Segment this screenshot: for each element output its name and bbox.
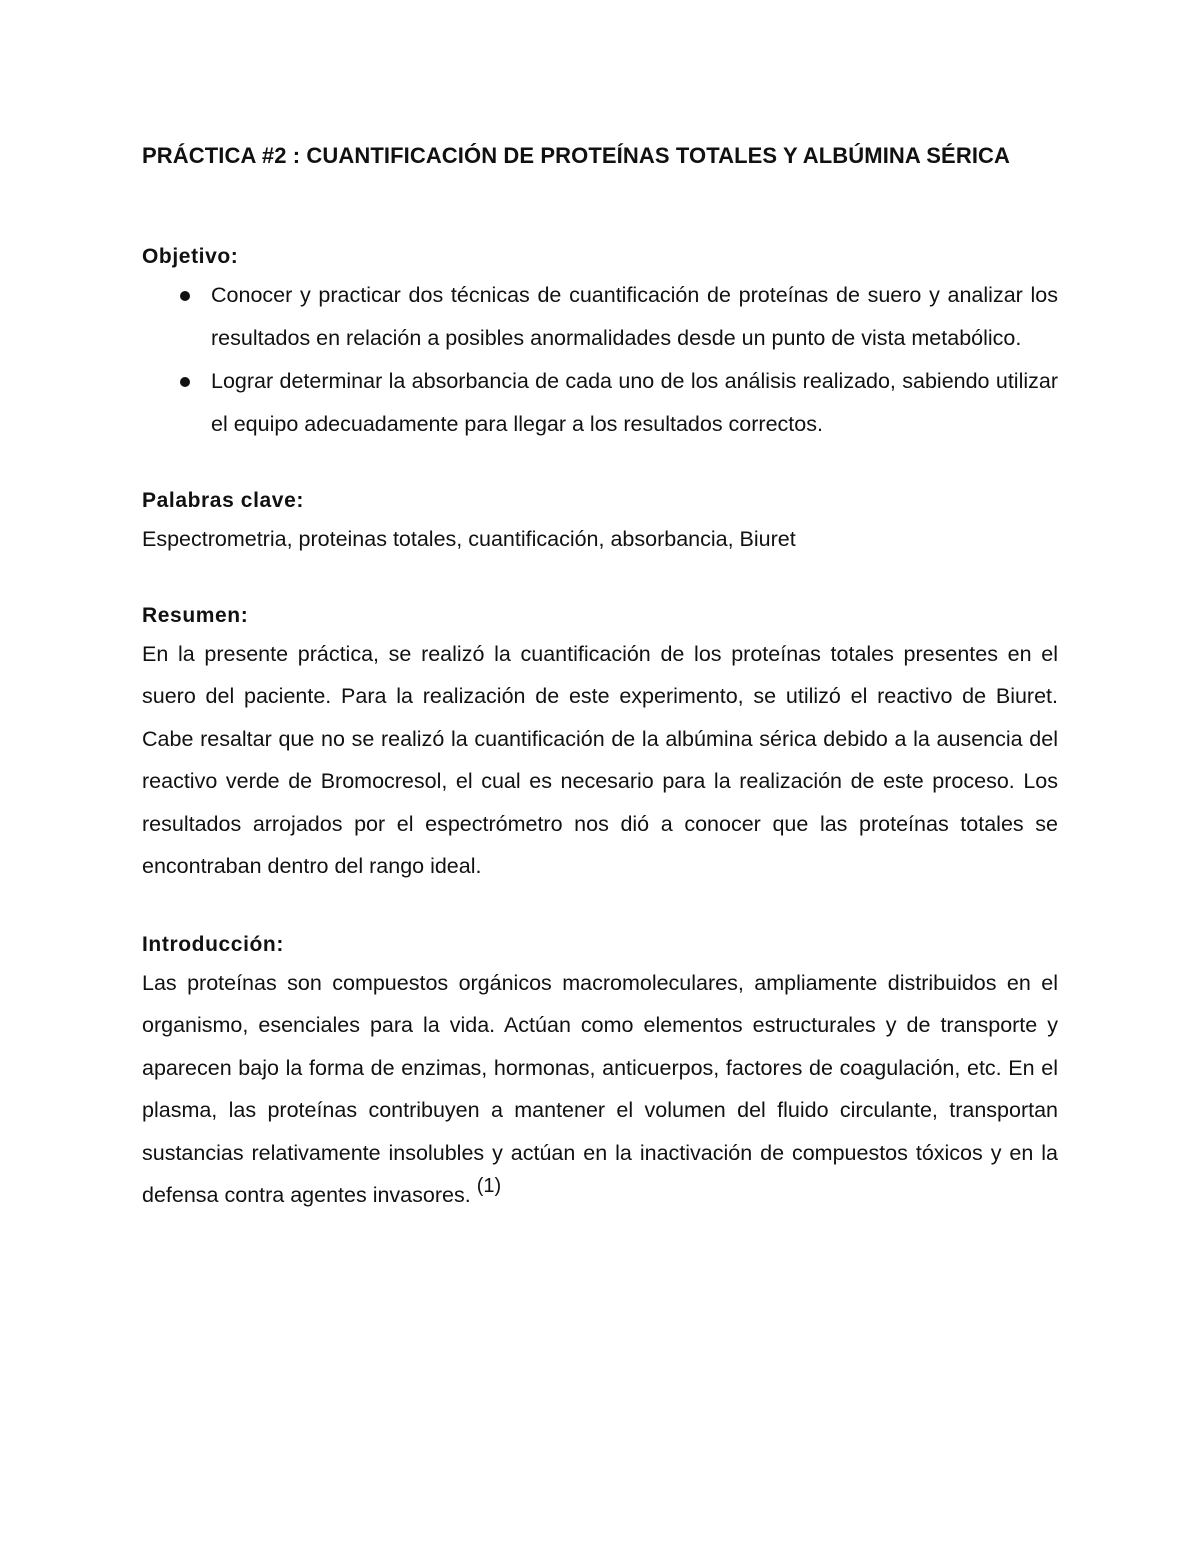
introduccion-section <box>142 928 1058 1218</box>
objetivo-heading: Objetivo: <box>142 245 239 268</box>
objetivo-item-text: Lograr determinar la absorbancia de cada uno de los análisis realizado, sabiendo utilizar el equipo adecuadamente para llegar a los resultados correctos. <box>211 369 1058 436</box>
bullet-icon <box>180 291 190 301</box>
palabras-clave-heading: Palabras clave: <box>142 489 304 512</box>
list-item <box>142 274 1058 360</box>
introduccion-heading: Introducción: <box>142 932 284 956</box>
bullet-icon <box>180 377 190 387</box>
document-body <box>142 138 1058 1218</box>
resumen-section <box>142 599 1058 888</box>
objetivo-section <box>142 240 1058 446</box>
citation-marker: (1) <box>476 1175 502 1197</box>
introduccion-paragraph <box>142 962 1058 1218</box>
introduccion-text: Las proteínas son compuestos orgánicos macromoleculares, ampliamente distribuidos en el organismo, esenciales para la vida. Actúan como elementos estructurales y de transporte y aparecen bajo la forma de enzimas, hormonas, anticuerpos, factores de coagulación, etc. En el plasma, las proteínas contribuyen a mantener el volumen del fluido circulante, transportan sustancias relativamente insolubles y actúan en la inactivación de compuestos tóxicos y en la defensa contra agentes invasores. <box>142 970 1058 1207</box>
resumen-text: En la presente práctica, se realizó la cuantificación de los proteínas totales presentes en el suero del paciente. Para la realización de este experimento, se utilizó el reactivo de Biuret. Cabe resaltar que no se realizó la cuantificación de la albúmina sérica debido a la ausencia del reactivo verde de Bromocresol, el cual es necesario para la realización de este proceso. Los resultados arrojados por el espectrómetro nos dió a conocer que las proteínas totales se encontraban dentro del rango ideal. <box>142 641 1058 878</box>
palabras-clave-section <box>142 484 1058 561</box>
palabras-clave-text: Espectrometria, proteinas totales, cuantificación, absorbancia, Biuret <box>142 527 796 551</box>
objetivo-item-text: Conocer y practicar dos técnicas de cuantificación de proteínas de suero y analizar los resultados en relación a posibles anormalidades desde un punto de vista metabólico. <box>211 283 1058 350</box>
resumen-heading: Resumen: <box>142 603 249 627</box>
document-title: PRÁCTICA #2 : CUANTIFICACIÓN DE PROTEÍNAS TOTALES Y ALBÚMINA SÉRICA <box>142 143 1011 168</box>
objetivo-list <box>142 274 1058 446</box>
list-item <box>142 360 1058 446</box>
